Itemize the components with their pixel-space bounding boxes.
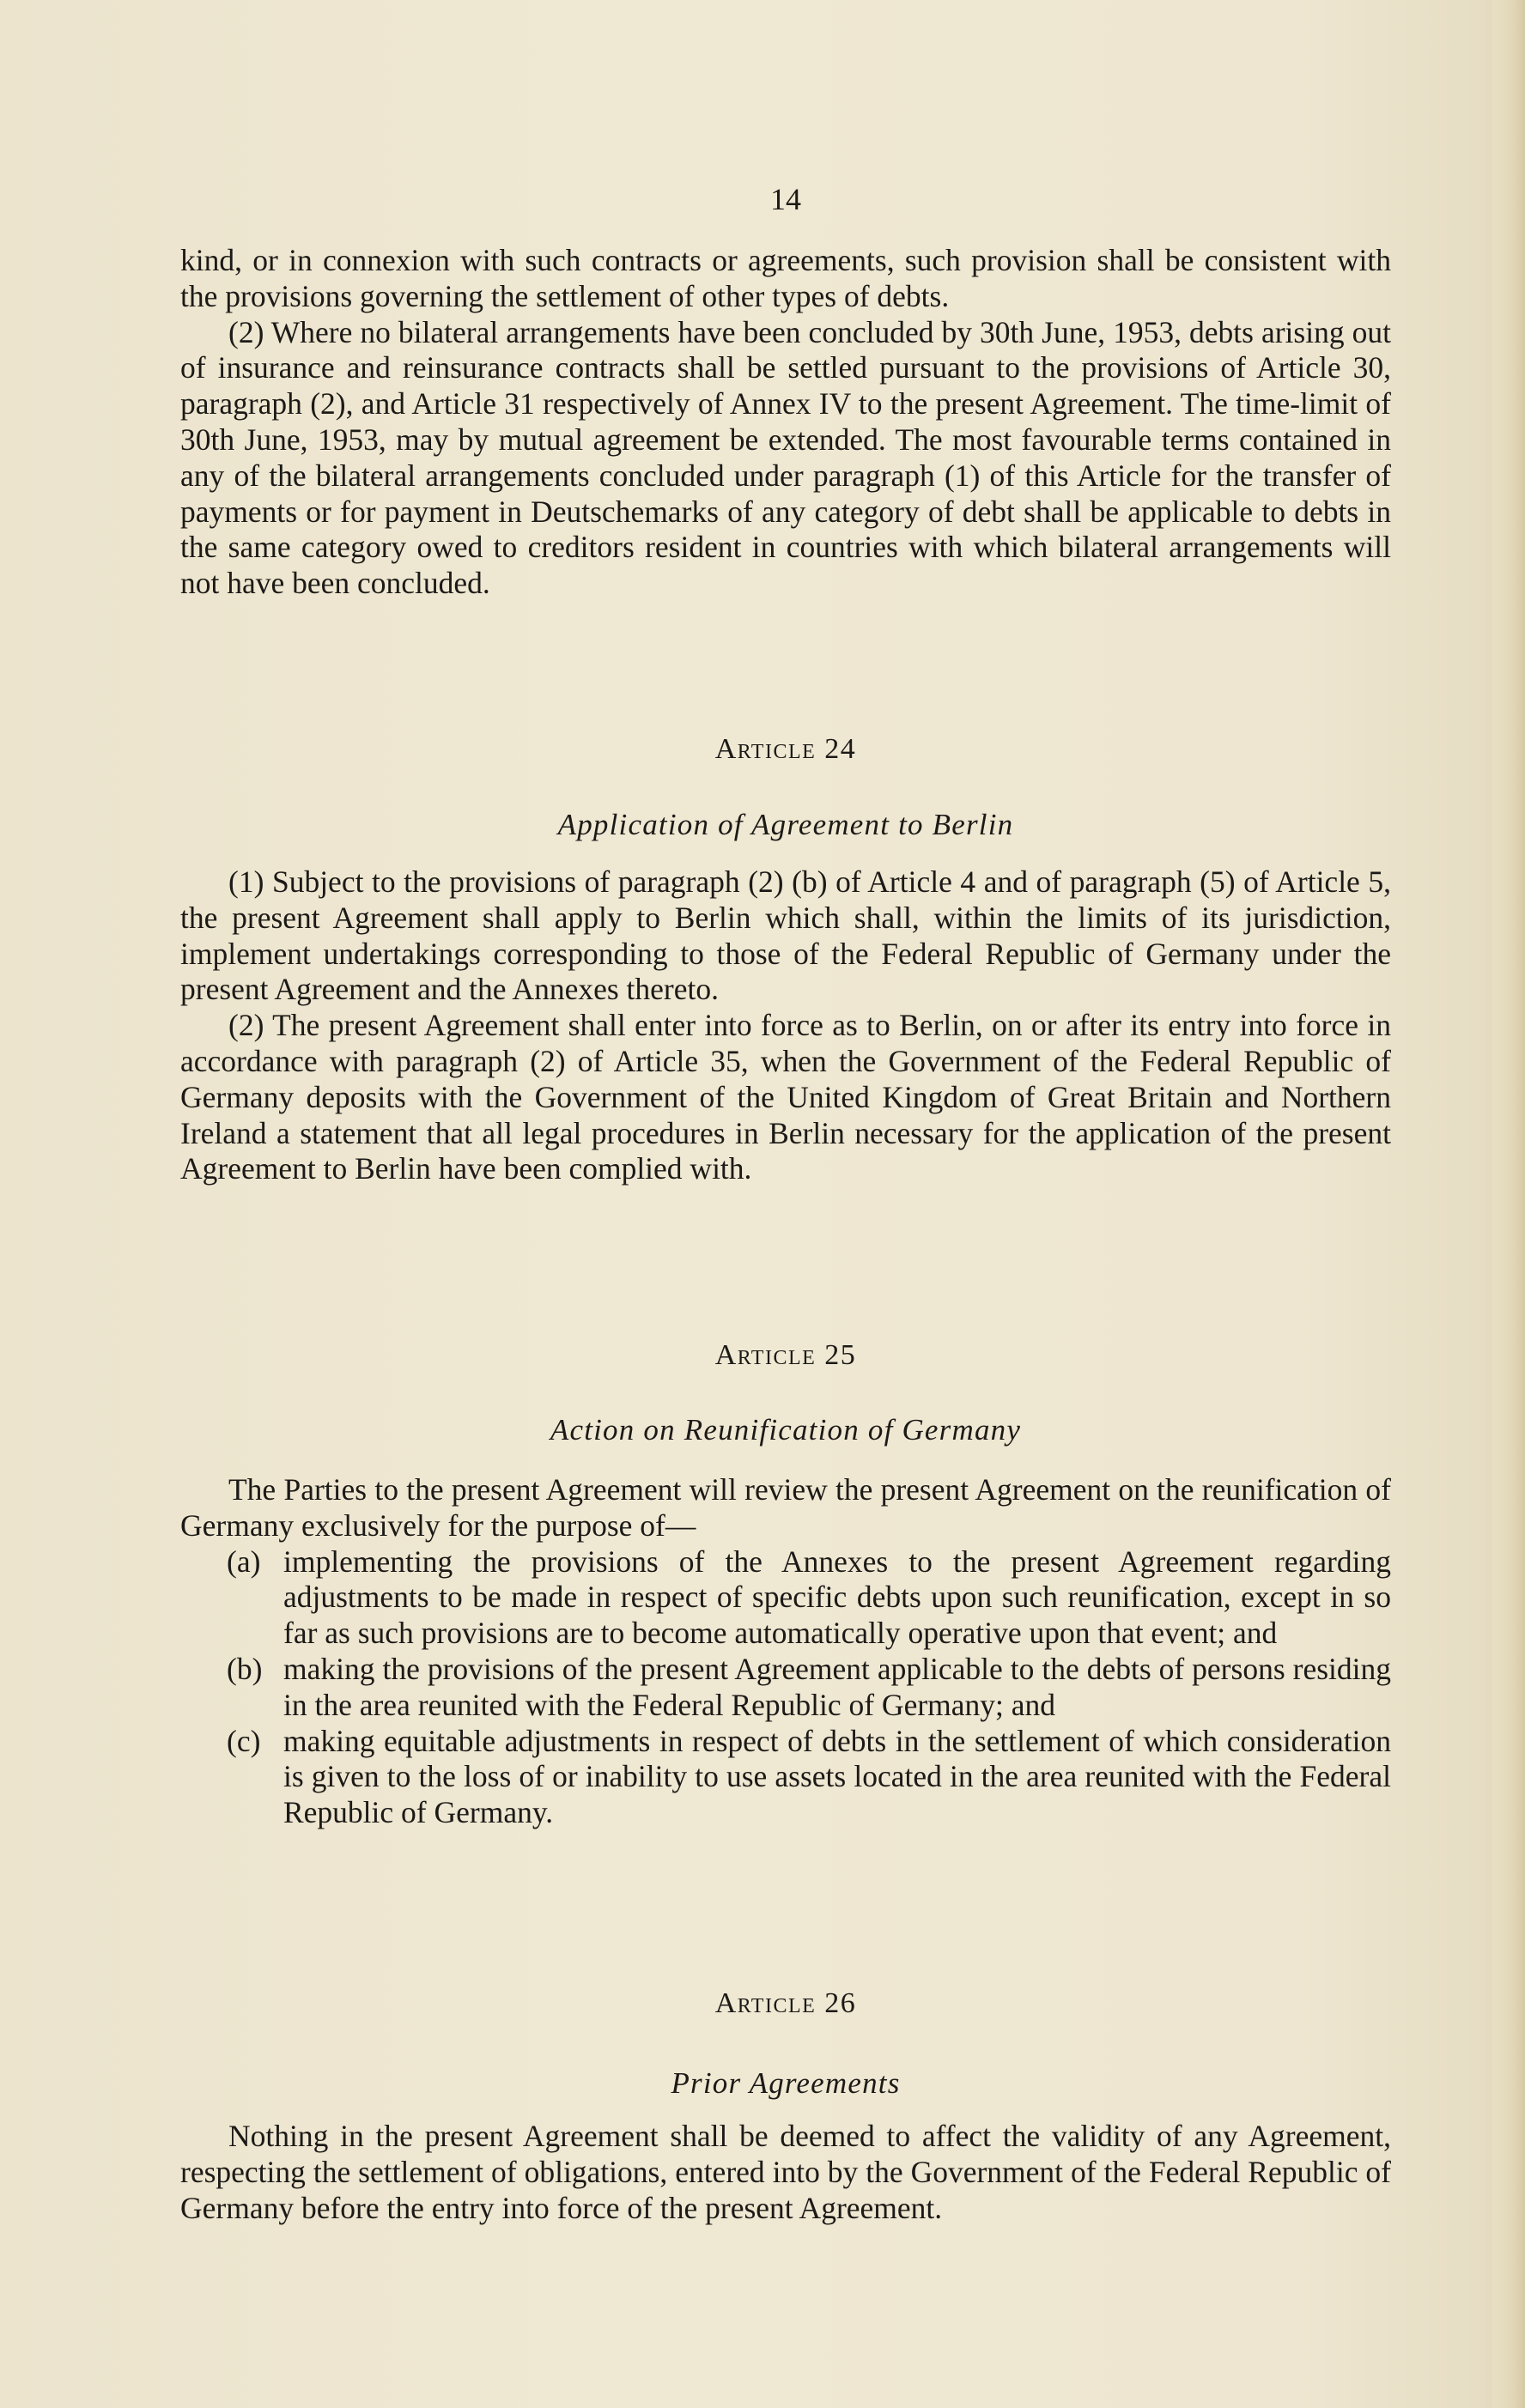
page-edge-shadow xyxy=(1492,0,1525,2408)
article-25-heading: Article 25 xyxy=(714,1339,857,1371)
list-marker-c: (c) xyxy=(227,1723,261,1758)
continuation-paragraph-1: kind, or in connexion with such contracts or agreements, such provision shall be consistent with the provisions governing the settlement of other types of debts. xyxy=(180,243,1391,313)
list-text-a: implementing the provisions of the Annexes to the present Agreement regarding adjustments to be made in respect of specific debts upon such reunification, except in so far as such provisions are to become automatically operative upon that event; and xyxy=(283,1544,1391,1651)
article-26-paragraph-1: Nothing in the present Agreement shall be deemed to affect the validity of any Agreement, respecting the settlement of obligations, entered into by the Government of the Federal Republic of Germany before the entry into force of the present Agreement. xyxy=(180,2119,1391,2225)
continuation-paragraph-2: (2) Where no bilateral arrangements have been concluded by 30th June, 1953, debts arising out of insurance and reinsurance contracts shall be settled pursuant to the provisions of Article 30, paragraph (2), and Article 31 respectively of Annex IV to the present Agreement. The time-limit of 30th June, 1953, may by mutual agreement be extended. The most favourable terms contained in any of the bilateral arrangements concluded under paragraph (1) of this Article for the transfer of payments or for payment in Deutschemarks of any category of debt shall be applicable to debts in the same category owed to creditors resident in countries with which bilateral arrangements will not have been concluded. xyxy=(180,314,1391,601)
article-24-heading: Article 24 xyxy=(714,733,857,765)
article-25-item-a xyxy=(180,1544,1391,1652)
list-text-b: making the provisions of the present Agreement applicable to the debts of persons residing in the area reunited with the Federal Republic of Germany; and xyxy=(283,1651,1391,1722)
article-26-title: Prior Agreements xyxy=(671,2066,901,2100)
list-text-c: making equitable adjustments in respect of debts in the settlement of which consideration is given to the loss of or inability to use assets located in the area reunited with the Federal Republic of Germany. xyxy=(283,1723,1391,1830)
article-24-paragraph-2: (2) The present Agreement shall enter into force as to Berlin, on or after its entry into force in accordance with paragraph (2) of Article 35, when the Government of the Federal Republic of Germany deposits with the Government of the United Kingdom of Great Britain and Northern Ireland a statement that all legal procedures in Berlin necessary for the application of the present Agreement to Berlin have been complied with. xyxy=(180,1008,1391,1186)
article-25-title: Action on Reunification of Germany xyxy=(550,1413,1022,1447)
list-marker-b: (b) xyxy=(227,1651,263,1686)
article-25-item-c xyxy=(180,1724,1391,1831)
page-number: 14 xyxy=(770,182,801,216)
article-25-intro: The Parties to the present Agreement will review the present Agreement on the reunification of Germany exclusively for the purpose of— xyxy=(180,1472,1391,1543)
continuation-section xyxy=(180,243,1391,602)
article-25-body xyxy=(180,1472,1391,1831)
article-25-item-b xyxy=(180,1652,1391,1724)
list-marker-a: (a) xyxy=(227,1544,261,1579)
article-26-heading: Article 26 xyxy=(714,1987,857,2019)
article-24-paragraph-1: (1) Subject to the provisions of paragraph (2) (b) of Article 4 and of paragraph (5) of Article 5, the present Agreement shall apply to Berlin which shall, within the limits of its jurisdiction, implement undertakings corresponding to those of the Federal Republic of Germany under the present Agreement and the Annexes thereto. xyxy=(180,864,1391,1007)
article-24-body xyxy=(180,864,1391,1187)
article-24-title: Application of Agreement to Berlin xyxy=(557,808,1014,841)
article-26-body xyxy=(180,2119,1391,2226)
